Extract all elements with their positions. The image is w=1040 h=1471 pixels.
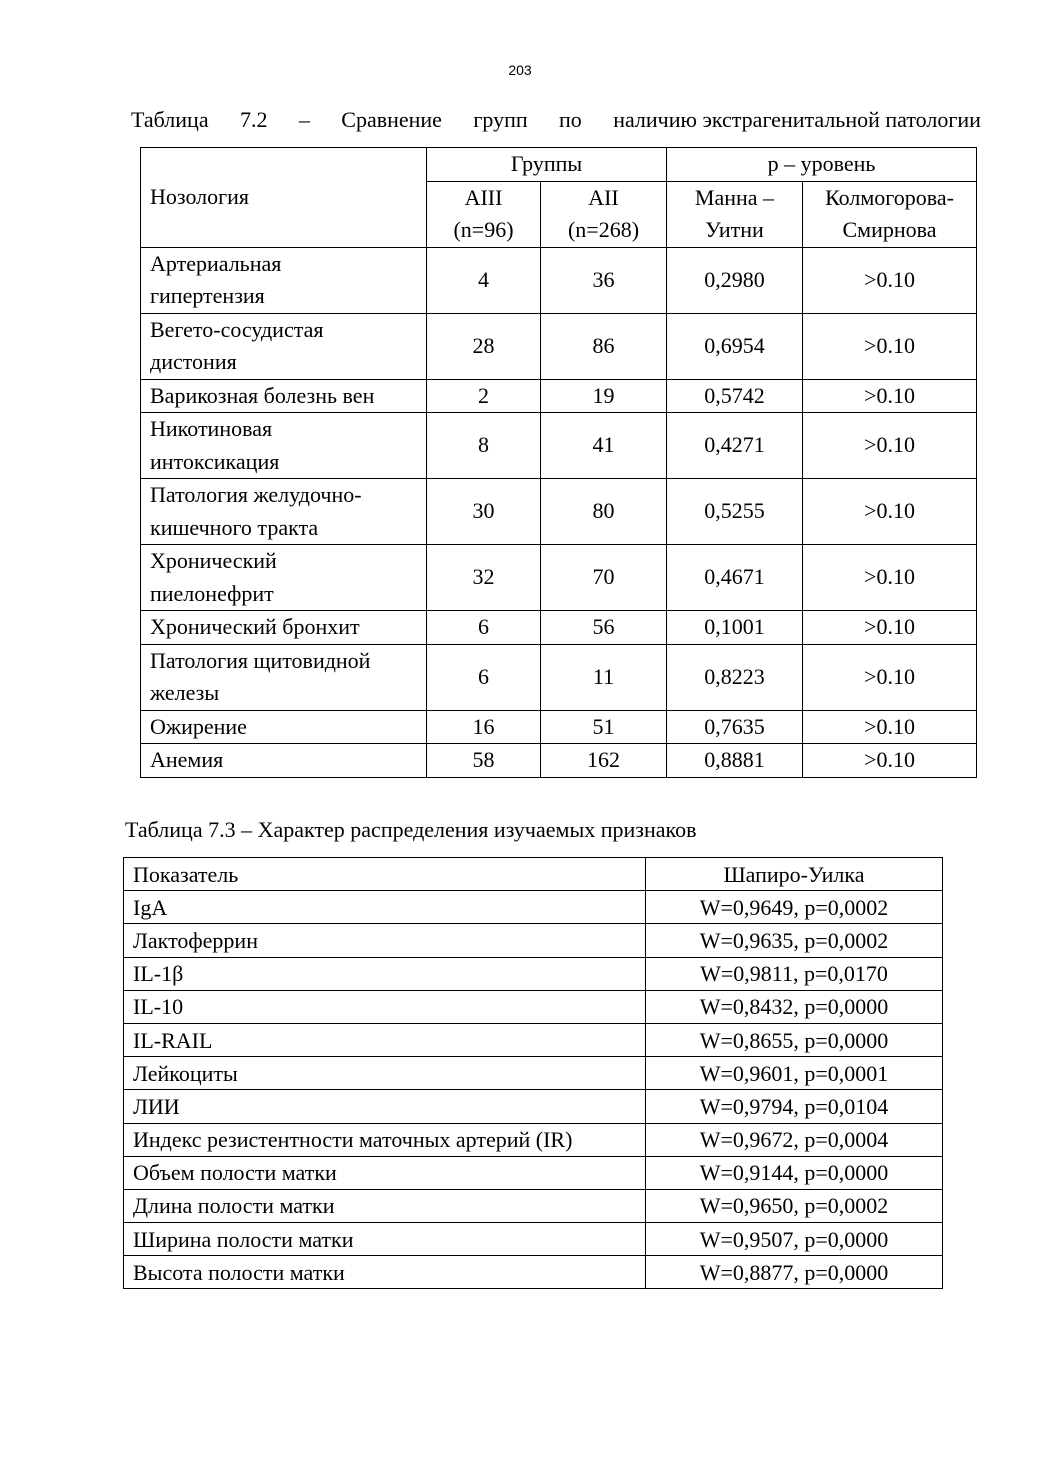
table-row (124, 1156, 943, 1189)
table-row (124, 1057, 943, 1090)
nosology-cell (141, 313, 427, 379)
nosology-line: Артериальная (150, 250, 282, 276)
nosology-line: Варикозная болезнь вен (150, 382, 375, 408)
aiii-cell: 30 (427, 479, 541, 545)
caption-word: по (559, 107, 582, 132)
kolmogorov-smirnov-cell: >0.10 (803, 413, 977, 479)
nosology-cell (141, 644, 427, 710)
aii-cell: 56 (541, 611, 667, 645)
nosology-line: интоксикация (150, 448, 280, 474)
shapiro-wilk-cell: W=0,9794, p=0,0104 (646, 1090, 943, 1123)
table-row (141, 247, 977, 313)
shapiro-wilk-cell: W=0,8432, p=0,0000 (646, 990, 943, 1023)
header-indicator: Показатель (124, 858, 646, 891)
table2-caption: Таблица 7.3 – Характер распределения изучаемых признаков (125, 817, 697, 842)
nosology-cell (141, 247, 427, 313)
shapiro-wilk-cell: W=0,9672, p=0,0004 (646, 1123, 943, 1156)
header-aii-label: АII (588, 184, 619, 210)
table-row (124, 1223, 943, 1256)
mann-whitney-cell: 0,1001 (667, 611, 803, 645)
indicator-cell: Ширина полости матки (124, 1223, 646, 1256)
table-row (141, 611, 977, 645)
kolmogorov-smirnov-cell: >0.10 (803, 710, 977, 744)
nosology-line: железы (150, 680, 220, 705)
caption-word: Сравнение (341, 107, 442, 132)
kolmogorov-smirnov-cell: >0.10 (803, 247, 977, 313)
header-mw-line1: Манна – (694, 184, 775, 210)
header-shapiro-wilk: Шапиро-Уилка (646, 858, 943, 891)
page-number: 203 (508, 62, 532, 78)
aiii-cell: 8 (427, 413, 541, 479)
nosology-cell (141, 545, 427, 611)
nosology-line: Анемия (150, 747, 224, 772)
table-row (124, 990, 943, 1023)
table1 (140, 147, 977, 778)
shapiro-wilk-cell: W=0,9649, p=0,0002 (646, 891, 943, 924)
aiii-cell: 4 (427, 247, 541, 313)
aii-cell: 36 (541, 247, 667, 313)
indicator-cell: Индекс резистентности маточных артерий (IR) (124, 1123, 646, 1156)
aii-cell: 41 (541, 413, 667, 479)
table-row (141, 545, 977, 611)
header-ks-line2: Смирнова (842, 217, 937, 242)
table-row (124, 924, 943, 957)
mann-whitney-cell: 0,4271 (667, 413, 803, 479)
nosology-cell (141, 710, 427, 744)
indicator-cell: IgA (124, 891, 646, 924)
nosology-cell (141, 379, 427, 413)
table-row (124, 1189, 943, 1222)
indicator-cell: ЛИИ (124, 1090, 646, 1123)
aiii-cell: 28 (427, 313, 541, 379)
mann-whitney-cell: 0,5742 (667, 379, 803, 413)
table1-caption (131, 106, 981, 134)
aii-cell: 51 (541, 710, 667, 744)
kolmogorov-smirnov-cell: >0.10 (803, 611, 977, 645)
indicator-cell: IL-10 (124, 990, 646, 1023)
indicator-cell: IL-RAIL (124, 1023, 646, 1056)
indicator-cell: Высота полости матки (124, 1256, 646, 1289)
caption-word: наличию экстрагенитальной патологии (613, 107, 981, 132)
nosology-line: дистония (150, 349, 237, 374)
aii-cell: 19 (541, 379, 667, 413)
aiii-cell: 16 (427, 710, 541, 744)
caption-word: Таблица (131, 107, 209, 132)
nosology-cell (141, 744, 427, 778)
table-row (141, 644, 977, 710)
table-row (124, 1256, 943, 1289)
aiii-cell: 6 (427, 644, 541, 710)
kolmogorov-smirnov-cell: >0.10 (803, 479, 977, 545)
header-aiii-n: (n=96) (453, 217, 514, 242)
table-row (141, 479, 977, 545)
indicator-cell: Длина полости матки (124, 1189, 646, 1222)
shapiro-wilk-cell: W=0,9601, p=0,0001 (646, 1057, 943, 1090)
header-aii-n: (n=268) (567, 217, 640, 242)
nosology-line: гипертензия (150, 283, 265, 308)
nosology-cell (141, 611, 427, 645)
aii-cell: 70 (541, 545, 667, 611)
table2 (123, 857, 943, 1289)
indicator-cell: Объем полости матки (124, 1156, 646, 1189)
indicator-cell: IL-1β (124, 957, 646, 990)
table-row (141, 379, 977, 413)
mann-whitney-cell: 0,5255 (667, 479, 803, 545)
nosology-line: кишечного тракта (150, 514, 319, 540)
shapiro-wilk-cell: W=0,9635, p=0,0002 (646, 924, 943, 957)
table-row (141, 710, 977, 744)
nosology-line: пиелонефрит (150, 580, 274, 606)
nosology-cell (141, 479, 427, 545)
kolmogorov-smirnov-cell: >0.10 (803, 313, 977, 379)
nosology-line: Патология щитовидной (150, 647, 371, 673)
aii-cell: 80 (541, 479, 667, 545)
nosology-line: Хронический бронхит (150, 614, 360, 639)
aiii-cell: 58 (427, 744, 541, 778)
table-row (124, 891, 943, 924)
shapiro-wilk-cell: W=0,8655, p=0,0000 (646, 1023, 943, 1056)
table-row (141, 413, 977, 479)
shapiro-wilk-cell: W=0,8877, p=0,0000 (646, 1256, 943, 1289)
table-row (124, 1123, 943, 1156)
aiii-cell: 2 (427, 379, 541, 413)
header-aiii (427, 181, 541, 247)
shapiro-wilk-cell: W=0,9650, p=0,0002 (646, 1189, 943, 1222)
shapiro-wilk-cell: W=0,9811, p=0,0170 (646, 957, 943, 990)
caption-word: групп (473, 107, 528, 132)
indicator-cell: Лейкоциты (124, 1057, 646, 1090)
table-row (124, 1023, 943, 1056)
kolmogorov-smirnov-cell: >0.10 (803, 545, 977, 611)
nosology-line: Ожирение (150, 713, 247, 739)
header-kolmogorov-smirnov (803, 181, 977, 247)
header-aiii-label: АIII (464, 184, 503, 210)
shapiro-wilk-cell: W=0,9507, p=0,0000 (646, 1223, 943, 1256)
nosology-cell (141, 413, 427, 479)
indicator-cell: Лактоферрин (124, 924, 646, 957)
aii-cell: 162 (541, 744, 667, 778)
kolmogorov-smirnov-cell: >0.10 (803, 644, 977, 710)
mann-whitney-cell: 0,2980 (667, 247, 803, 313)
mann-whitney-cell: 0,4671 (667, 545, 803, 611)
header-nosology: Нозология (141, 148, 427, 248)
header-groups: Группы (427, 148, 667, 182)
header-aii (541, 181, 667, 247)
table-row (124, 1090, 943, 1123)
mann-whitney-cell: 0,8223 (667, 644, 803, 710)
header-p-level: p – уровень (667, 148, 977, 182)
aiii-cell: 32 (427, 545, 541, 611)
aii-cell: 86 (541, 313, 667, 379)
kolmogorov-smirnov-cell: >0.10 (803, 379, 977, 413)
nosology-line: Никотиновая (150, 416, 273, 441)
header-mw-line2: Уитни (705, 217, 764, 242)
mann-whitney-cell: 0,8881 (667, 744, 803, 778)
caption-word: – (298, 107, 310, 132)
shapiro-wilk-cell: W=0,9144, p=0,0000 (646, 1156, 943, 1189)
aii-cell: 11 (541, 644, 667, 710)
table-row (124, 957, 943, 990)
header-ks-line1: Колмогорова- (825, 184, 954, 210)
aiii-cell: 6 (427, 611, 541, 645)
table-row (141, 313, 977, 379)
nosology-line: Патология желудочно- (150, 482, 362, 507)
caption-word: 7.2 (239, 107, 268, 132)
header-mann-whitney (667, 181, 803, 247)
kolmogorov-smirnov-cell: >0.10 (803, 744, 977, 778)
mann-whitney-cell: 0,7635 (667, 710, 803, 744)
mann-whitney-cell: 0,6954 (667, 313, 803, 379)
table1-header-row (141, 148, 977, 182)
table-row (141, 744, 977, 778)
nosology-line: Хронический (150, 548, 277, 573)
nosology-line: Вегето-сосудистая (150, 316, 324, 342)
table2-header-row (124, 858, 943, 891)
